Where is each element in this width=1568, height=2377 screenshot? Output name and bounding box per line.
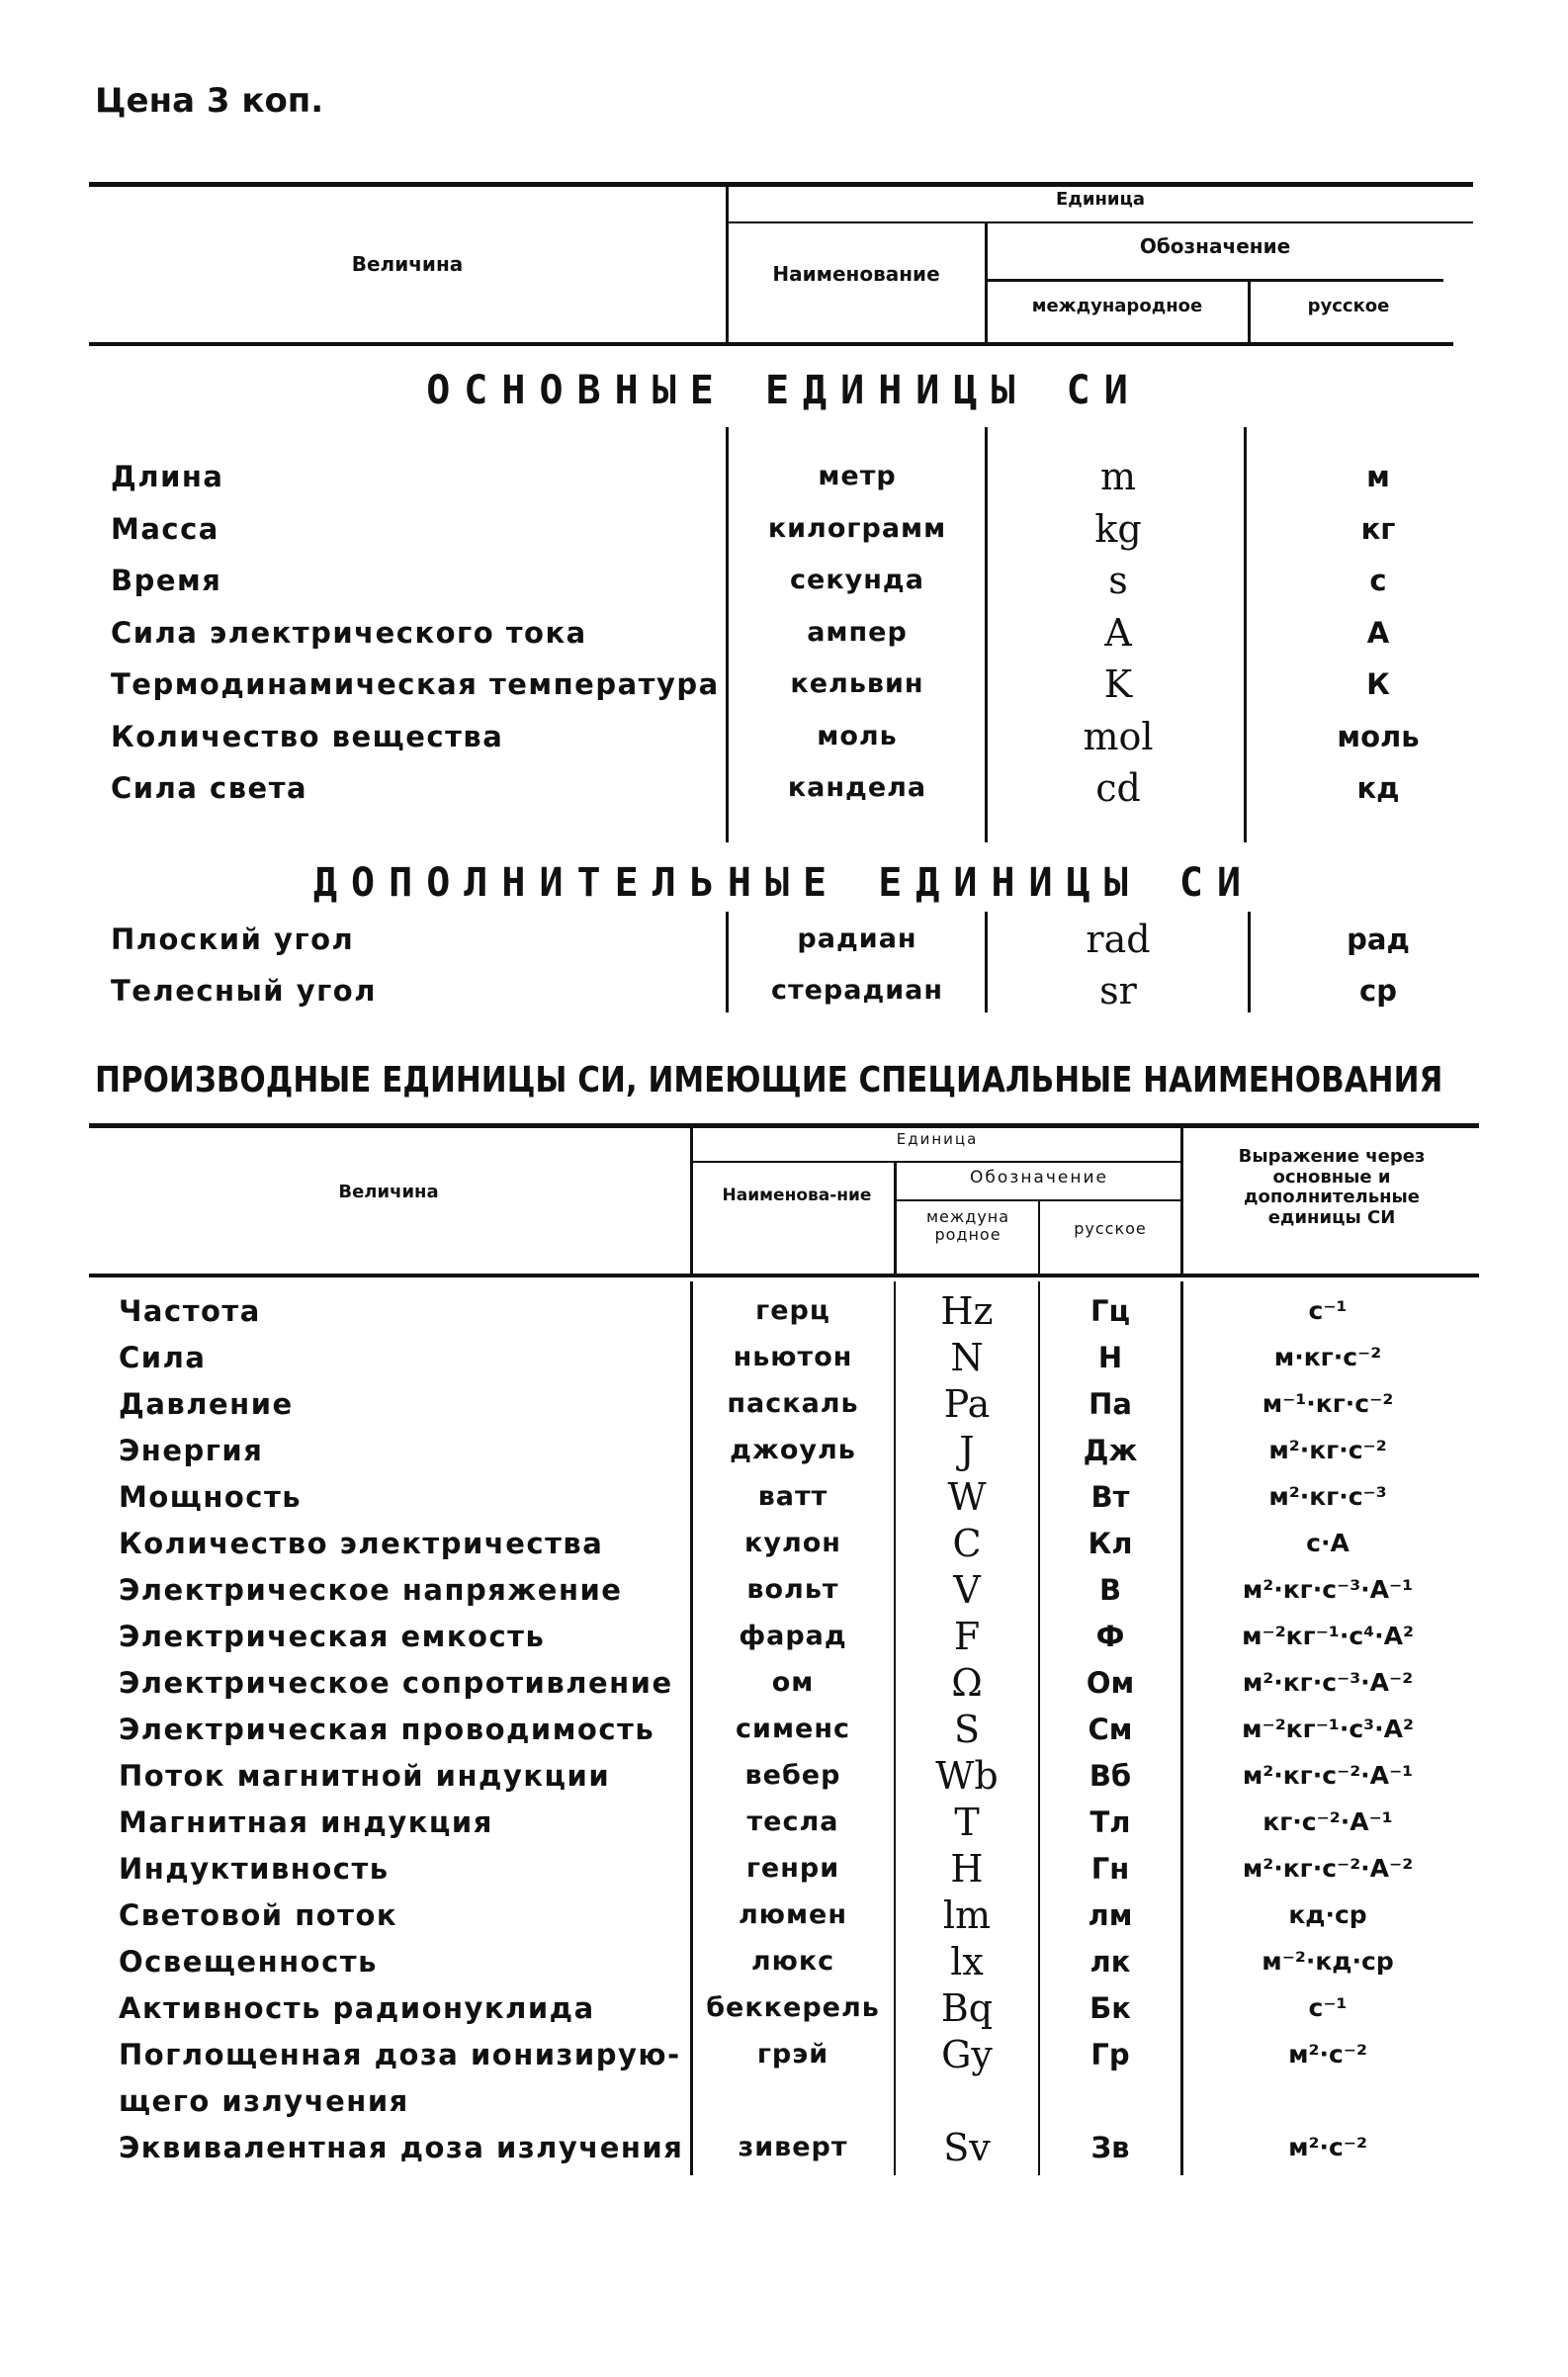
ru-symbol-cell: моль [1337,719,1420,753]
intl-symbol-cell: V [953,1568,981,1612]
expression-cell: кг·с⁻²·А⁻¹ [1263,1807,1393,1836]
basic-unit-row [0,555,1568,606]
price-label: Цена 3 коп. [95,81,324,121]
ru-symbol-cell: лм [1088,1898,1133,1932]
quantity-cell: Электрическое сопротивление [119,1666,673,1700]
quantity-cell: Время [111,564,222,597]
supp-unit-row [0,965,1568,1016]
unit-name-cell: вебер [744,1760,841,1791]
supplementary-units-title: ДОПОЛНИТЕЛЬНЫЕ ЕДИНИЦЫ СИ [312,860,1256,906]
unit-name-cell: вольт [746,1574,839,1605]
quantity-cell: Термодинамическая температура [111,667,720,701]
intl-symbol-cell: Pa [943,1382,991,1426]
intl-symbol-cell: F [953,1615,981,1658]
basic-unit-row [0,451,1568,502]
unit-name-cell: килограмм [767,512,947,544]
ru-symbol-cell: Тл [1089,1805,1131,1839]
intl-symbol-cell: T [954,1801,980,1844]
unit-name-cell: зиверт [738,2132,848,2162]
ru-symbol-cell: Вб [1089,1759,1132,1793]
expression-cell: м·кг·с⁻² [1273,1343,1382,1371]
derived-unit-row [0,1378,1568,1430]
header-international: международное [1031,296,1203,316]
unit-name-cell: ампер [807,616,908,648]
intl-symbol-cell: lm [942,1893,992,1937]
basic-unit-row [0,711,1568,762]
quantity-cell: Частота [119,1294,261,1328]
quantity-cell: Длина [111,460,224,493]
derived-units-title: ПРОИЗВОДНЫЕ ЕДИНИЦЫ СИ, ИМЕЮЩИЕ СПЕЦИАЛЬНЫЕ НАИМЕНОВАНИЯ [95,1060,1443,1100]
ru-symbol-cell: ср [1359,974,1397,1008]
header-symbol: Обозначение [1139,234,1291,258]
t2-header-name: Наименова-ние [722,1186,872,1205]
t2-header-symbol: Обозначение [970,1168,1108,1188]
intl-symbol-cell: sr [1099,969,1137,1012]
expression-cell: с·А [1306,1529,1350,1557]
derived-unit-row [0,1750,1568,1802]
quantity-cell: Освещенность [119,1945,378,1979]
ru-symbol-cell: Бк [1089,1991,1131,2025]
intl-symbol-cell: cd [1095,766,1141,810]
ru-symbol-cell: кг [1360,511,1396,546]
ru-symbol-cell: Гц [1090,1294,1130,1328]
header-unit: Единица [1056,189,1145,210]
expression-cell: м²·кг·с⁻³·А⁻¹ [1242,1575,1414,1604]
ru-symbol-cell: с [1369,564,1387,597]
ru-symbol-cell: рад [1347,923,1410,956]
quantity-cell: Мощность [119,1480,303,1514]
t2-header-international: междуна родное [925,1207,1010,1245]
intl-symbol-cell: Bq [940,1986,994,2030]
quantity-cell: Количество вещества [111,719,504,753]
ru-symbol-cell: Кл [1088,1527,1133,1560]
derived-unit-row [0,2029,1568,2080]
basic-unit-row [0,503,1568,555]
unit-name-cell: беккерель [706,1992,880,2023]
quantity-cell: Поток магнитной индукции [119,1759,611,1793]
derived-unit-row [0,1564,1568,1616]
derived-unit-row [0,1704,1568,1755]
quantity-cell: Количество электричества [119,1527,604,1560]
ru-symbol-cell: Па [1089,1387,1132,1421]
ru-symbol-cell: См [1088,1713,1133,1746]
intl-symbol-cell: S [953,1708,981,1751]
derived-unit-row [0,1797,1568,1848]
expression-cell: м⁻²кг⁻¹·с³·А² [1242,1715,1414,1743]
intl-symbol-cell: Gy [941,2033,993,2076]
expression-cell: м²·кг·с⁻³ [1268,1482,1387,1511]
intl-symbol-cell: J [959,1429,975,1472]
quantity-cell: Энергия [119,1434,264,1467]
expression-cell: м²·с⁻² [1288,2133,1367,2161]
ru-symbol-cell: м [1366,460,1390,493]
unit-name-cell: ньютон [733,1342,853,1372]
unit-name-cell: метр [818,461,897,491]
expression-cell: кд·ср [1288,1900,1367,1929]
intl-symbol-cell: Ω [951,1661,983,1705]
expression-cell: м²·с⁻² [1288,2040,1367,2069]
derived-unit-row [0,1611,1568,1662]
derived-unit-row [0,2122,1568,2173]
quantity-cell: Активность радионуклида [119,1991,595,2025]
intl-symbol-cell: Wb [935,1754,999,1798]
intl-symbol-cell: H [950,1847,984,1891]
quantity-cell: Плоский угол [111,923,355,956]
expression-cell: м²·кг·с⁻³·А⁻² [1242,1668,1414,1697]
ru-symbol-cell: лк [1089,1945,1131,1979]
basic-unit-row [0,607,1568,659]
derived-unit-row [0,1285,1568,1337]
ru-symbol-cell: Дж [1083,1434,1138,1467]
unit-name-cell: джоуль [730,1435,856,1465]
quantity-cell: Индуктивность [119,1852,390,1886]
ru-symbol-cell: В [1098,1573,1122,1607]
unit-name-cell: герц [755,1295,830,1326]
quantity-cell: Электрическая емкость [119,1620,546,1653]
intl-symbol-cell: m [1099,455,1137,498]
unit-name-cell: грэй [756,2039,829,2069]
quantity-cell: Сила электрического тока [111,615,587,650]
derived-unit-row [0,2075,1568,2127]
basic-units-title: ОСНОВНЫЕ ЕДИНИЦЫ СИ [426,368,1142,413]
unit-name-cell: стерадиан [770,975,944,1006]
intl-symbol-cell: Hz [940,1289,994,1333]
quantity-cell: Сила [119,1341,207,1374]
t2-header-quantity: Величина [338,1182,439,1202]
ru-symbol-cell: Вт [1090,1480,1130,1514]
intl-symbol-cell: lx [950,1940,984,1983]
quantity-cell: Телесный угол [111,974,377,1008]
expression-cell: м⁻²·кд·ср [1262,1947,1394,1976]
derived-unit-row [0,1332,1568,1383]
intl-symbol-cell: A [1104,610,1132,655]
derived-unit-row [0,1518,1568,1569]
intl-symbol-cell: rad [1086,918,1151,961]
unit-name-cell: кандела [787,772,927,803]
derived-unit-row [0,1936,1568,1987]
unit-name-cell: люкс [750,1946,835,1977]
unit-name-cell: моль [817,720,898,751]
quantity-cell: Давление [119,1387,294,1421]
quantity-cell: Масса [111,511,219,546]
derived-unit-row [0,1982,1568,2034]
intl-symbol-cell: C [952,1522,982,1565]
unit-name-cell: кулон [744,1528,841,1558]
basic-unit-row [0,659,1568,710]
intl-symbol-cell: kg [1094,506,1142,551]
derived-unit-row [0,1890,1568,1941]
ru-symbol-cell: кд [1356,771,1400,805]
unit-name-cell: генри [745,1853,840,1884]
ru-symbol-cell: Ф [1095,1620,1125,1653]
ru-symbol-cell: К [1366,667,1390,701]
quantity-cell: Поглощенная доза ионизирую- [119,2038,681,2071]
unit-name-cell: кельвин [790,668,924,699]
t2-header-expression: Выражение через основные и дополнительные единицы СИ [1238,1146,1426,1229]
derived-unit-row [0,1843,1568,1894]
unit-name-cell: люмен [738,1899,848,1930]
ru-symbol-cell: Зв [1090,2131,1130,2164]
quantity-cell: щего излучения [119,2084,409,2118]
expression-cell: с⁻¹ [1308,1296,1348,1325]
basic-unit-row [0,762,1568,814]
ru-symbol-cell: Ом [1086,1666,1135,1700]
quantity-cell: Сила света [111,771,308,805]
quantity-cell: Электрическое напряжение [119,1573,623,1607]
unit-name-cell: ом [771,1667,815,1698]
quantity-cell: Эквивалентная доза излучения [119,2131,684,2164]
ru-symbol-cell: Гр [1090,2038,1130,2071]
unit-name-cell: паскаль [727,1388,859,1419]
intl-symbol-cell: K [1103,662,1133,706]
expression-cell: с⁻¹ [1308,1993,1348,2022]
ru-symbol-cell: Н [1097,1341,1123,1374]
unit-name-cell: ватт [757,1481,828,1512]
unit-name-cell: сименс [736,1714,850,1744]
derived-unit-row [0,1657,1568,1709]
expression-cell: м²·кг·с⁻² [1268,1436,1387,1464]
header-quantity: Величина [351,252,464,276]
t2-header-russian: русское [1074,1219,1147,1238]
unit-name-cell: секунда [790,565,924,595]
derived-unit-row [0,1471,1568,1523]
expression-cell: м²·кг·с⁻²·А⁻² [1242,1854,1414,1883]
derived-unit-row [0,1425,1568,1476]
header-russian: русское [1307,296,1390,316]
supp-unit-row [0,914,1568,965]
unit-name-cell: фарад [739,1621,847,1651]
header-name: Наименование [772,262,940,286]
intl-symbol-cell: N [950,1336,984,1379]
t2-header-unit: Единица [896,1130,979,1148]
quantity-cell: Магнитная индукция [119,1805,493,1839]
quantity-cell: Световой поток [119,1898,398,1932]
expression-cell: м⁻²кг⁻¹·с⁴·А² [1242,1622,1414,1650]
intl-symbol-cell: mol [1083,714,1154,758]
intl-symbol-cell: s [1108,559,1128,602]
intl-symbol-cell: Sv [943,2126,991,2169]
unit-name-cell: радиан [797,924,917,954]
expression-cell: м⁻¹·кг·с⁻² [1262,1389,1394,1418]
unit-name-cell: тесла [746,1806,839,1837]
expression-cell: м²·кг·с⁻²·А⁻¹ [1242,1761,1414,1790]
ru-symbol-cell: А [1366,615,1390,650]
ru-symbol-cell: Гн [1090,1852,1130,1886]
intl-symbol-cell: W [947,1475,987,1519]
quantity-cell: Электрическая проводимость [119,1713,655,1746]
